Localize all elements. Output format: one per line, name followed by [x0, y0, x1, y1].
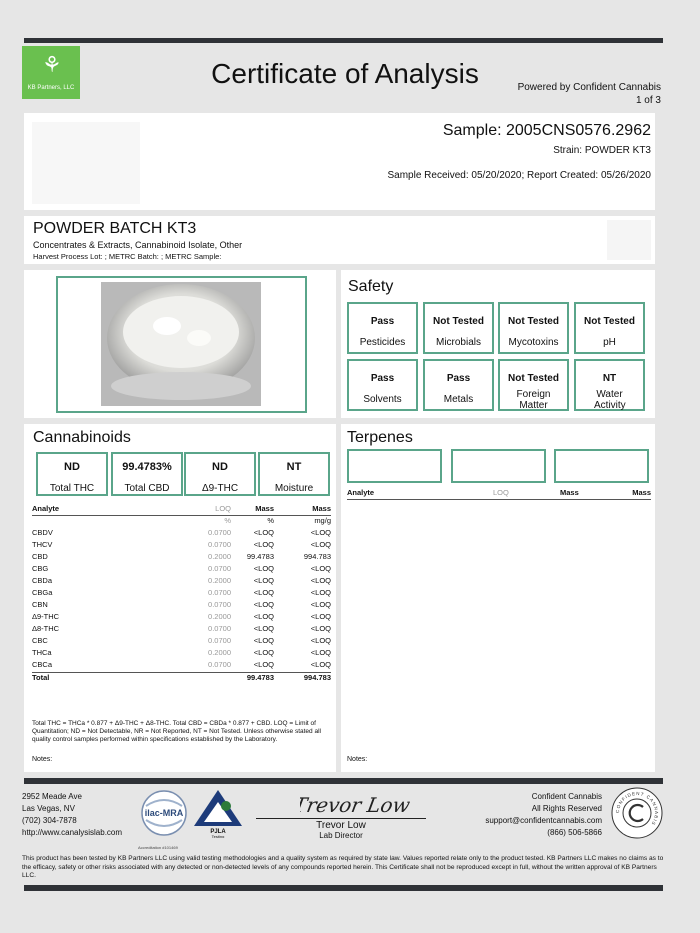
cell-analyte: THCV: [32, 540, 53, 549]
safety-title: Safety: [348, 278, 394, 295]
terpene-summary-box: [554, 449, 649, 483]
cell-analyte: CBDV: [32, 528, 53, 537]
cell-loq: 0.0700: [208, 624, 231, 633]
cell-mass-pct: <LOQ: [253, 600, 274, 609]
safety-label: Foreign Matter: [516, 389, 551, 411]
total-mass-mg: 994.783: [303, 673, 331, 682]
product-name: POWDER BATCH KT3: [33, 220, 197, 237]
bottom-bar: [24, 885, 663, 891]
table-row: [32, 552, 331, 564]
summary-label: Total THC: [49, 483, 95, 494]
table-units: [32, 516, 331, 528]
cell-analyte: Δ9-THC: [32, 612, 60, 621]
table-row: [32, 588, 331, 600]
page-title: Certificate of Analysis: [211, 58, 479, 89]
header-mass-mg: Mass: [312, 504, 331, 513]
table-total-row: [32, 672, 331, 684]
provider-email[interactable]: support@confidentcannabis.com: [485, 816, 602, 825]
cell-mass-pct: 99.4783: [246, 552, 274, 561]
table-row: [32, 600, 331, 612]
cell-mass-mg: <LOQ: [310, 648, 331, 657]
cell-mass-mg: <LOQ: [310, 540, 331, 549]
cell-analyte: Δ8-THC: [32, 624, 60, 633]
ilac-logo-text: ilac-MRA: [144, 808, 184, 818]
top-bar: [24, 38, 663, 43]
disclaimer: This product has been tested by KB Partners LLC using valid testing methodologies and a quality system as required by state law. Values reported relate only to the product tested. KB Partners LLC makes no claims as to the efficacy, safety or other risks associated with any detected or non-detected levels of any compounds reported herein. This Certificate shall not be reproduced except in full, without the written approval of KB Partners LLC.: [22, 855, 664, 879]
safety-label: Solvents: [363, 394, 402, 405]
cell-loq: 0.0700: [208, 588, 231, 597]
safety-test-microbials: [423, 302, 494, 354]
safety-test-ph: [574, 302, 645, 354]
terpene-header-mass-2: Mass: [632, 488, 651, 497]
cell-loq: 0.2000: [208, 648, 231, 657]
cell-analyte: CBCa: [32, 660, 53, 669]
summary-value: ND: [212, 461, 228, 473]
signature-line: [256, 818, 426, 819]
safety-label: Metals: [443, 394, 474, 405]
summary-value: NT: [286, 461, 302, 473]
address-phone: (702) 304-7878: [22, 816, 77, 825]
cell-mass-pct: <LOQ: [253, 588, 274, 597]
terpene-notes-label: Notes:: [347, 756, 368, 763]
total-mass-pct: 99.4783: [246, 673, 274, 682]
header-analyte: Analyte: [32, 504, 60, 513]
safety-status: NT: [602, 373, 617, 384]
cell-mass-mg: <LOQ: [310, 576, 331, 585]
cell-mass-pct: <LOQ: [253, 564, 274, 573]
cell-loq: 0.2000: [208, 552, 231, 561]
accreditation-number: Accreditation #101469: [138, 845, 178, 850]
lab-address: [22, 791, 122, 839]
address-line: Las Vegas, NV: [22, 804, 75, 813]
safety-status: Pass: [370, 373, 395, 384]
cell-loq: 0.0700: [208, 564, 231, 573]
safety-test-solvents: [347, 359, 418, 411]
safety-test-foreign-matter: [498, 359, 569, 411]
terpene-header-mass-1: Mass: [560, 488, 579, 497]
safety-test-metals: [423, 359, 494, 411]
terpene-header-analyte: Analyte: [347, 488, 375, 497]
table-row: [32, 528, 331, 540]
safety-status: Pass: [446, 373, 471, 384]
summary-label: Moisture: [274, 483, 314, 494]
product-category: Concentrates & Extracts, Cannabinoid Isolate, Other: [33, 240, 243, 250]
table-row: [32, 540, 331, 552]
product-photo: [101, 282, 261, 406]
table-row: [32, 564, 331, 576]
cell-analyte: THCa: [32, 648, 52, 657]
summary-label: Δ9-THC: [201, 483, 239, 494]
cell-analyte: CBC: [32, 636, 48, 645]
sample-dates: Sample Received: 05/20/2020; Report Created: 05/26/2020: [387, 170, 651, 181]
cell-loq: 0.0700: [208, 600, 231, 609]
safety-label: Pesticides: [359, 337, 406, 348]
terpene-summary-box: [347, 449, 442, 483]
cell-mass-pct: <LOQ: [253, 660, 274, 669]
summary-moisture: [258, 452, 330, 496]
cell-loq: 0.0700: [208, 528, 231, 537]
safety-status: Not Tested: [433, 316, 484, 327]
safety-test-water-activity: [574, 359, 645, 411]
provider-info: [430, 791, 602, 839]
qr-code: [607, 220, 651, 260]
cell-mass-mg: 994.783: [303, 552, 331, 561]
safety-test-pesticides: [347, 302, 418, 354]
cell-loq: 0.0700: [208, 660, 231, 669]
cell-mass-mg: <LOQ: [310, 636, 331, 645]
cell-analyte: CBGa: [32, 588, 53, 597]
product-photo-image: [101, 282, 261, 406]
sample-placeholder: [32, 122, 140, 204]
cell-loq: 0.2000: [208, 612, 231, 621]
table-row: [32, 648, 331, 660]
footer-bar: [24, 778, 663, 784]
summary-d9-thc: [184, 452, 256, 496]
cell-mass-pct: <LOQ: [253, 576, 274, 585]
summary-total-cbd: [111, 452, 183, 496]
kb-partners-logo: [22, 46, 80, 99]
cell-mass-pct: <LOQ: [253, 540, 274, 549]
provider-name: Confident Cannabis: [531, 792, 602, 801]
cell-mass-pct: <LOQ: [253, 624, 274, 633]
product-lot: Harvest Process Lot: ; METRC Batch: ; METRC Sample:: [33, 252, 222, 261]
summary-value: 99.4783%: [122, 461, 172, 473]
safety-label: Water Activity: [594, 389, 626, 411]
address-line: 2952 Meade Ave: [22, 792, 82, 801]
sample-strain: Strain: POWDER KT3: [553, 145, 651, 156]
cell-loq: 0.0700: [208, 540, 231, 549]
table-row: [32, 636, 331, 648]
logo-label: KB Partners, LLC: [27, 85, 75, 91]
cell-mass-pct: <LOQ: [253, 528, 274, 537]
table-row: [32, 660, 331, 672]
terpene-table-header: [347, 488, 651, 500]
powered-by: Powered by Confident Cannabis: [517, 82, 661, 93]
cell-mass-mg: <LOQ: [310, 564, 331, 573]
table-header: [32, 504, 331, 516]
cannabinoid-notes-label: Notes:: [32, 756, 53, 763]
header-mass-pct: Mass: [255, 504, 274, 513]
cell-analyte: CBN: [32, 600, 48, 609]
signature: [300, 786, 410, 822]
provider-phone: (866) 506-5866: [547, 828, 602, 837]
safety-label: pH: [603, 337, 616, 348]
header-loq: LOQ: [215, 504, 231, 513]
signature-text: Trevor Low: [300, 793, 410, 817]
pjla-logo: [192, 788, 244, 838]
page-number: 1 of 3: [635, 95, 661, 106]
sample-id: Sample: 2005CNS0576.2962: [442, 122, 651, 139]
safety-test-mycotoxins: [498, 302, 569, 354]
safety-label: Microbials: [435, 337, 481, 348]
provider-rights: All Rights Reserved: [531, 804, 602, 813]
cell-analyte: CBDa: [32, 576, 53, 585]
plant-icon: ⚘: [42, 52, 62, 77]
summary-total-thc: [36, 452, 108, 496]
safety-status: Pass: [370, 316, 395, 327]
signer-name: Trevor Low: [316, 820, 366, 831]
cell-analyte: CBG: [32, 564, 49, 573]
safety-status: Not Tested: [508, 316, 559, 327]
cannabinoid-notes: Total THC = THCa * 0.877 + Δ9-THC + Δ8-THC. Total CBD = CBDa * 0.877 + CBD. LOQ = Limit of Quantitation; ND = Not Detectable, NR = Not Reported, NT = Not Tested. Unless otherwise stated all quality control samples performed within specifications established by the Laboratory.: [32, 720, 321, 743]
pjla-logo-subtext: Testing: [211, 834, 225, 838]
cell-mass-mg: <LOQ: [310, 528, 331, 537]
terpene-summary-box: [451, 449, 546, 483]
confident-cannabis-logo: [611, 787, 663, 839]
cell-mass-mg: <LOQ: [310, 600, 331, 609]
total-label: Total: [32, 673, 50, 682]
table-row: [32, 624, 331, 636]
signer-title: Lab Director: [319, 831, 363, 840]
ilac-mra-logo: [138, 790, 190, 836]
cannabinoid-table: [32, 504, 331, 684]
summary-label: Total CBD: [124, 483, 170, 494]
pjla-logo-text: PJLA: [210, 829, 226, 835]
terpene-header-loq: LOQ: [493, 488, 509, 497]
cell-analyte: CBD: [32, 552, 48, 561]
table-row: [32, 612, 331, 624]
cannabinoids-title: Cannabinoids: [33, 429, 131, 446]
address-website[interactable]: http://www.canalysislab.com: [22, 828, 123, 837]
cell-mass-mg: <LOQ: [310, 624, 331, 633]
unit-loq: %: [224, 516, 231, 525]
terpenes-title: Terpenes: [347, 429, 413, 446]
cell-mass-pct: <LOQ: [253, 612, 274, 621]
cell-loq: 0.0700: [208, 636, 231, 645]
unit-mass-pct: %: [267, 516, 274, 525]
cell-mass-pct: <LOQ: [253, 636, 274, 645]
unit-mass-mg: mg/g: [314, 516, 331, 525]
cell-mass-pct: <LOQ: [253, 648, 274, 657]
safety-label: Mycotoxins: [508, 337, 559, 348]
cc-ring-text: CONFIDENT CANNABIS: [614, 790, 660, 827]
table-row: [32, 576, 331, 588]
cell-mass-mg: <LOQ: [310, 660, 331, 669]
cell-mass-mg: <LOQ: [310, 588, 331, 597]
table-rows: [32, 528, 331, 672]
summary-value: ND: [64, 461, 80, 473]
cell-mass-mg: <LOQ: [310, 612, 331, 621]
cell-loq: 0.2000: [208, 576, 231, 585]
safety-status: Not Tested: [584, 316, 635, 327]
safety-status: Not Tested: [508, 373, 559, 384]
